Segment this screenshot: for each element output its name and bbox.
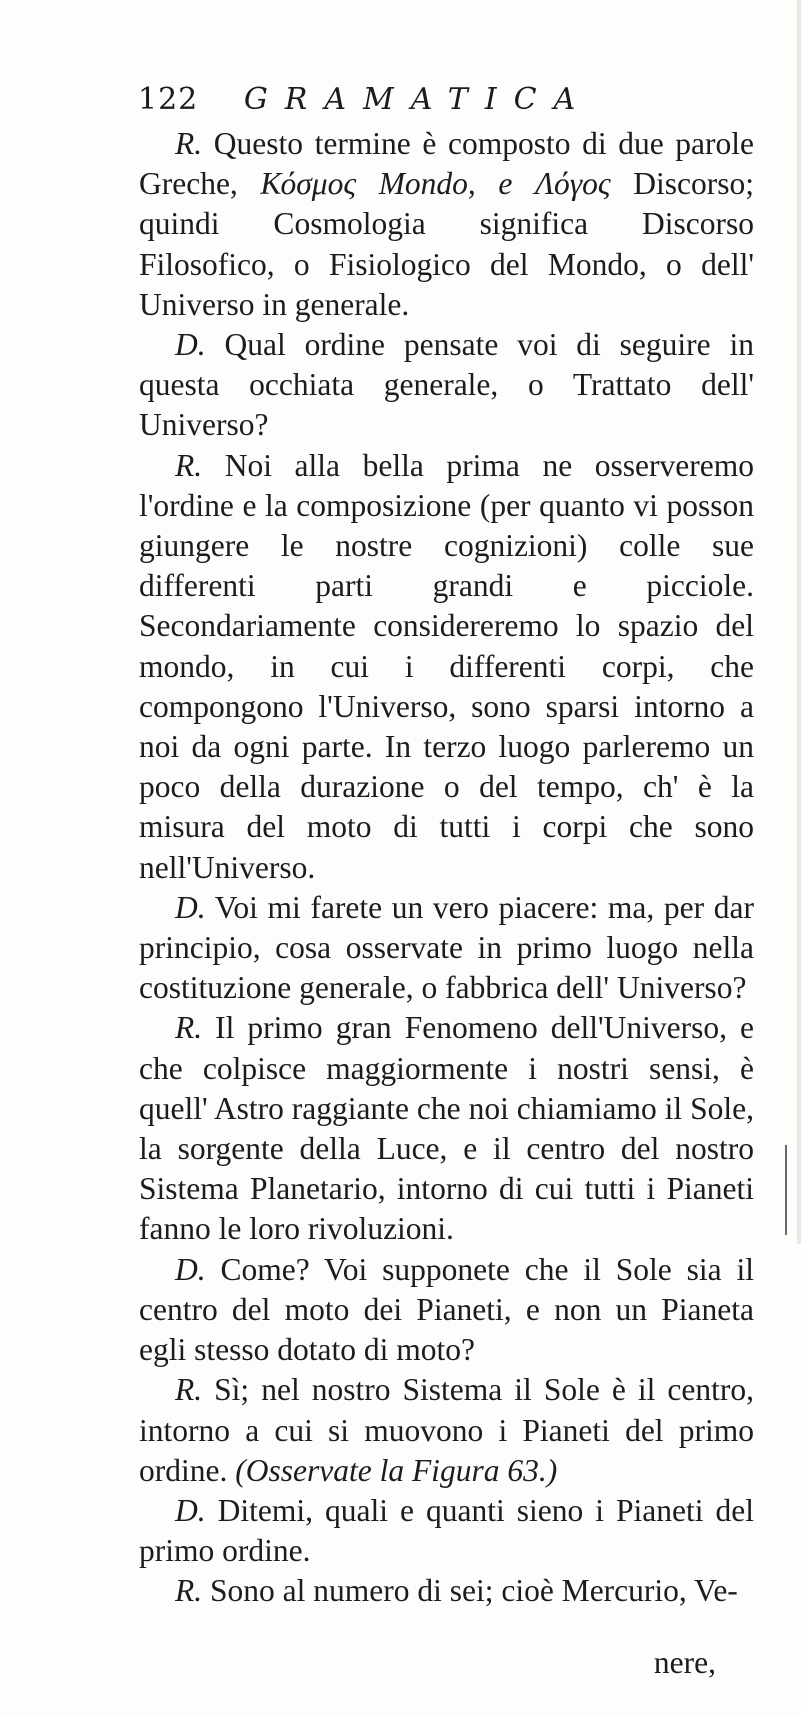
paragraph-text: Noi alla bella prima ne osserveremo l'ordine e la composizione (per quanto vi posson giungere le nostre cognizioni) colle sue differenti parti grandi e picciole. Secondariamente considereremo lo spazio del mondo, in cui i differenti corpi, che compongono l'Universo, sono sparsi intorno a noi da ogni parte. In terzo luogo parleremo un poco della durazione o del tempo, ch' è la misura del moto di tutti i corpi che sono nell'Universo. bbox=[139, 447, 754, 885]
figure-reference: (Osservate la Figura 63.) bbox=[235, 1452, 558, 1488]
paragraph-question-1 bbox=[139, 325, 754, 446]
paragraph-text: Il primo gran Fenomeno dell'Universo, e che colpisce maggiormente i nostri sensi, è quell' Astro raggiante che noi chiamiamo il Sole, la sorgente della Luce, e il centro del nostro Sistema Planetario, intorno di cui tutti i Pianeti fanno le loro rivoluzioni. bbox=[139, 1010, 754, 1247]
paragraph-question-4 bbox=[139, 1491, 754, 1571]
paragraph-answer-3 bbox=[139, 1008, 754, 1249]
greek-word-logos: Λόγος bbox=[534, 166, 611, 202]
page-edge-mark bbox=[785, 1145, 787, 1235]
speaker-label: D. bbox=[175, 1251, 206, 1287]
paragraph-text: Sì; nel nostro Sistema il Sole è il centro, intorno a cui si muovono i Pianeti del primo ordine. bbox=[139, 1372, 754, 1488]
speaker-label: D. bbox=[175, 889, 206, 925]
running-title: GRAMATICA bbox=[243, 82, 593, 117]
paragraph-answer-1 bbox=[139, 124, 754, 325]
greek-word-kosmos: Κόσμος bbox=[260, 166, 357, 202]
paragraph-text: Questo termine è composto di due parole Greche, bbox=[139, 126, 754, 202]
speaker-label: R. bbox=[175, 1010, 203, 1046]
paragraph-text: Ditemi, quali e quanti sieno i Pianeti del primo ordine. bbox=[139, 1492, 754, 1569]
paragraph-text: Come? Voi supponete che il Sole sia il centro del moto dei Pianeti, e non un Pianeta egli stesso dotato di moto? bbox=[139, 1251, 754, 1368]
page-header bbox=[138, 78, 738, 122]
paragraph-text: Voi mi farete un vero piacere: ma, per dar principio, cosa osservate in primo luogo nella costituzione generale, o fabbrica dell' Universo? bbox=[139, 889, 754, 1006]
paragraph-text: Sono al numero di sei; cioè Mercurio, Ve- bbox=[202, 1573, 738, 1609]
page-edge-shadow bbox=[797, 0, 801, 1244]
paragraph-text: Discorso; quindi Cosmologia significa Discorso Filosofico, o Fisiologico del Mondo, o dell' Universo in generale. bbox=[139, 166, 754, 322]
speaker-label: R. bbox=[175, 447, 203, 483]
body-text bbox=[139, 124, 754, 1715]
speaker-label: R. bbox=[175, 126, 203, 161]
paragraph-question-2 bbox=[139, 888, 754, 1009]
page-number: 122 bbox=[138, 82, 199, 117]
paragraph-answer-4 bbox=[139, 1370, 754, 1491]
paragraph-answer-2 bbox=[139, 446, 754, 888]
speaker-label: R. bbox=[175, 1372, 203, 1408]
paragraph-text: Mondo, e bbox=[356, 166, 535, 202]
speaker-label: D. bbox=[175, 327, 206, 363]
speaker-label: D. bbox=[175, 1492, 206, 1528]
paragraph-answer-5 bbox=[139, 1571, 754, 1611]
paragraph-text: Qual ordine pensate voi di seguire in questa occhiata generale, o Trattato dell' Universo? bbox=[139, 327, 754, 443]
catchword: nere, bbox=[653, 1645, 716, 1681]
speaker-label: R. bbox=[175, 1573, 203, 1609]
paragraph-question-3 bbox=[139, 1250, 754, 1371]
